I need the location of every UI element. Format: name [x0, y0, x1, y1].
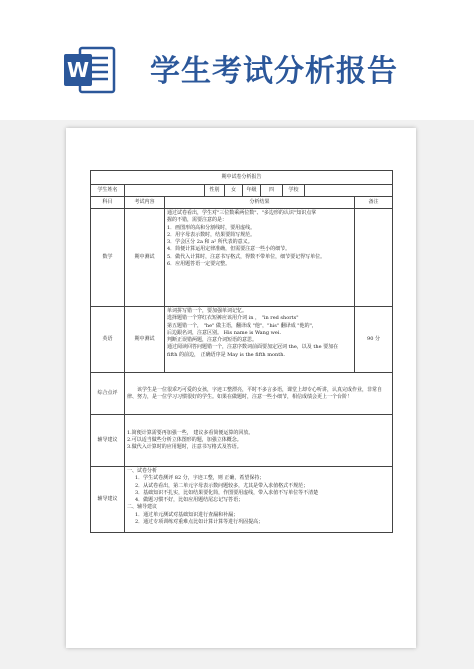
- english-line: fifth 的前边， 正确语序是 May is the fifth month.: [167, 351, 286, 358]
- math-line: 4．简便计算运用定律准确，但需要注意一些小的细节。: [167, 246, 291, 253]
- guidance2-line: 一、试卷分析: [127, 468, 158, 474]
- document-page: [66, 128, 416, 648]
- english-line: 单词拼写错一个，要加强单词记忆。: [167, 308, 248, 314]
- guidance2-label: 辅导建议: [91, 467, 125, 533]
- banner-title: 学生考试分析报告: [150, 54, 398, 89]
- english-line: 第五题错一个， "he" 做主语，翻译成 "他"，"his" 翻译成 "他的"，: [167, 322, 317, 329]
- guidance2-line: 2．通过专项训练对重难点比如计算计算等进行巩固提高；: [135, 519, 264, 526]
- guidance2-line: 3．基础知识不扎实，比如结果要化简，作图要用虚线，带入求值不写单位等不清楚: [135, 489, 319, 496]
- overall-label: 综合点评: [91, 373, 125, 415]
- guidance-label: 辅导建议: [91, 415, 125, 467]
- english-line: 选择题错一个穿红衣短裤应该用介词 in ， "in red shorts": [167, 315, 299, 322]
- english-subject: 英语: [91, 307, 125, 373]
- name-value: [125, 185, 205, 197]
- name-label: 学生姓名: [91, 185, 125, 197]
- gender-label: 性别: [205, 185, 225, 197]
- math-line: 3．学会区分 2a 和 a² 所代表的意义。: [167, 239, 253, 246]
- school-value: [305, 185, 393, 197]
- math-line: 6．应用题答语一定要完整。: [167, 261, 231, 268]
- word-document-icon: [62, 42, 118, 98]
- math-remark: [355, 209, 393, 307]
- math-line: 握的不错，需要注意的是：: [167, 217, 228, 224]
- banner: [0, 0, 474, 120]
- math-line: 2．用字母表示数时，结果要简写规范。: [167, 231, 256, 238]
- report-table: [90, 170, 393, 533]
- guidance2-line: 1．学生试卷测评 82 分，字迹工整，则 正确，希望保持；: [135, 475, 265, 482]
- guidance-line: 1.简便计算需要再加强一些， 建议多看简便运算的回放。: [127, 429, 254, 436]
- math-analysis: [165, 209, 355, 307]
- guidance2-text: [125, 467, 393, 533]
- english-remark: 90 分: [355, 307, 393, 373]
- grade-value: 四: [261, 185, 283, 197]
- english-line: 判断正误错两题，注意介词短语的意思。: [167, 337, 258, 344]
- grade-label: 年级: [243, 185, 261, 197]
- gender-value: 女: [225, 185, 243, 197]
- math-content: 期中测试: [125, 209, 165, 307]
- english-line: 后边跟名词，注意区别。 His name is Wang wei.: [167, 329, 282, 336]
- guidance2-line: 1．通过单元测试对基础知识进行查漏和补漏；: [135, 511, 239, 518]
- guidance2-line: 4．做题习惯不好，比如应用题结尾忘记写答语；: [135, 497, 244, 504]
- english-content: 期中测试: [125, 307, 165, 373]
- header-remark: 备注: [355, 197, 393, 209]
- word-icon-letter: W: [66, 58, 90, 82]
- header-content: 考试内容: [125, 197, 165, 209]
- school-label: 学校: [283, 185, 305, 197]
- english-analysis: [165, 307, 355, 373]
- guidance-line: 3.做代入计算时的应用题时，注意书写格式及答语。: [127, 444, 242, 451]
- header-subject: 科目: [91, 197, 125, 209]
- header-analysis: 分析结果: [165, 197, 355, 209]
- math-line: 通过试卷看出，学生对"三位数乘两位数"、"多边形的认识"知识点掌: [167, 210, 317, 216]
- math-line: 1．画图形的高和分割线时，要用虚线。: [167, 224, 256, 231]
- overall-text: 该学生是一位很乖巧可爱的女孩，字迹工整漂亮，平时不多言多语，课堂上却专心听讲，认真完成作业，非常自律、努力，是一位学习习惯很好的学生。如果在做题时，注意一些小细节，相信成绩会更上一个台阶！: [125, 373, 393, 415]
- math-subject: 数学: [91, 209, 125, 307]
- math-line: 5．做代入计算时，注意书写格式，得数不带单位，细节要记得写单位。: [167, 253, 326, 260]
- guidance2-line: 2．从试卷看出，第二单元字母表示数问题较多，尤其是带入求值格式不规范；: [135, 482, 309, 489]
- guidance2-line: 二、辅导建议: [127, 504, 158, 511]
- guidance-line: 2.可以适当做些分析立体图形的题，加强立体概念。: [127, 436, 242, 443]
- english-line: 通过阅读回答问题错一个，注意序数词前面要加定冠词 the，以及 the 要加在: [167, 344, 339, 351]
- guidance-text: [125, 415, 393, 467]
- report-title: 期中试卷分析报告: [91, 171, 393, 185]
